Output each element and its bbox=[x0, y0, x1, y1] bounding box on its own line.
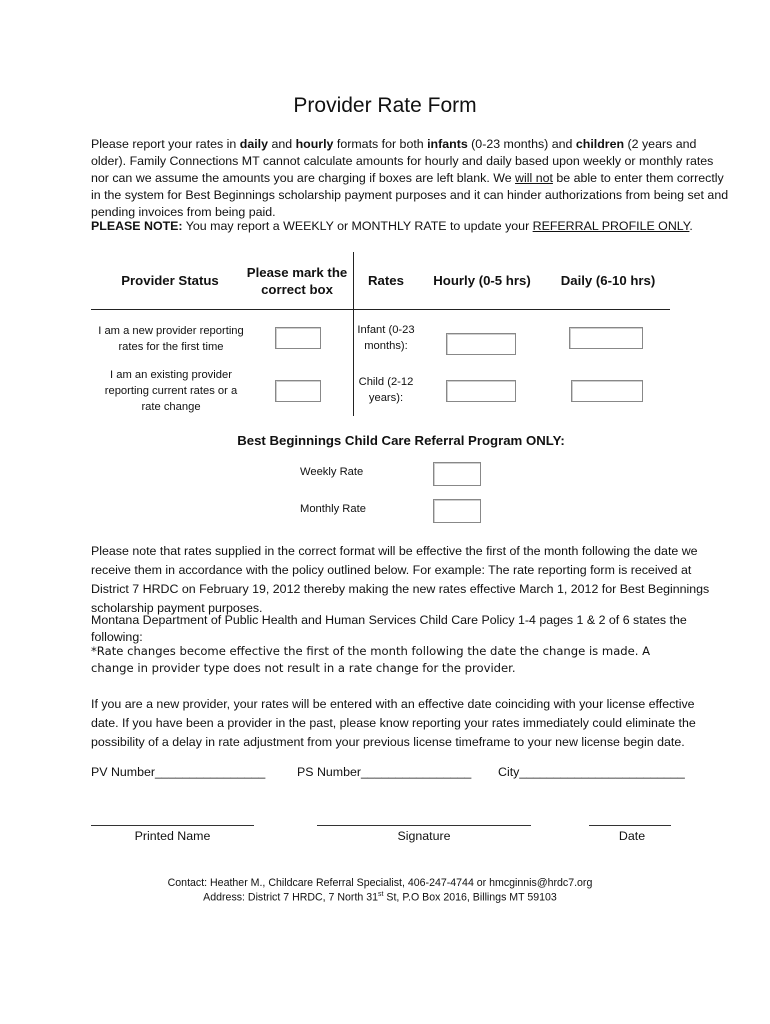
monthly-rate-label: Monthly Rate bbox=[300, 503, 366, 515]
header-provider-status: Provider Status bbox=[121, 273, 219, 288]
row-existing-provider-label: I am an existing provider reporting current rates or a rate change bbox=[104, 369, 238, 413]
best-beginnings-heading: Best Beginnings Child Care Referral Program ONLY: bbox=[237, 433, 565, 448]
table-divider-vertical bbox=[353, 252, 354, 416]
checkbox-new-provider[interactable] bbox=[275, 327, 321, 349]
rate-change-rule: *Rate changes become effective the first of the month following the date the change is made. A change in provider type does not result in a rate change for the provider. bbox=[91, 644, 651, 675]
printed-name-label: Printed Name bbox=[134, 829, 211, 843]
header-mark-box: Please mark the correct box bbox=[246, 265, 348, 297]
page-title: Provider Rate Form bbox=[293, 94, 477, 117]
pv-number-field[interactable]: PV Number________________ bbox=[91, 765, 266, 779]
header-rates: Rates bbox=[368, 273, 404, 288]
signature-line[interactable] bbox=[317, 825, 531, 826]
printed-name-line[interactable] bbox=[91, 825, 254, 826]
row-child-label: Child (2-12 years): bbox=[358, 376, 414, 404]
signature-label: Signature bbox=[397, 829, 451, 843]
intro-paragraph: Please report your rates in daily and hourly formats for both infants (0-23 months) and children (2 years and older). Family Connections MT cannot calculate amounts for hourly and daily based upon weekly or monthly rates nor can we assume the amounts you are charging if boxes are left blank. We will not be able to enter them correctly in the system for Best Beginnings scholarship payment purposes and it can hinder authorizations from being set and pending invoices from being paid. bbox=[91, 137, 729, 219]
weekly-rate-input[interactable] bbox=[433, 462, 481, 486]
policy-paragraph: Montana Department of Public Health and Human Services Child Care Policy 1-4 pages 1 & 2 of 6 states the following: bbox=[91, 613, 687, 644]
monthly-rate-input[interactable] bbox=[433, 499, 481, 523]
checkbox-existing-provider[interactable] bbox=[275, 380, 321, 402]
date-label: Date bbox=[618, 829, 646, 843]
address-line: Address: District 7 HRDC, 7 North 31st St, P.O Box 2016, Billings MT 59103 bbox=[203, 891, 557, 904]
date-line[interactable] bbox=[589, 825, 671, 826]
ps-number-field[interactable]: PS Number________________ bbox=[297, 765, 472, 779]
effective-date-paragraph: Please note that rates supplied in the correct format will be effective the first of the month following the date we receive them in accordance with the policy outlined below. For example: The rate reporting form is received at District 7 HRDC on February 19, 2012 thereby making the new rates effective March 1, 2012 for Best Beginnings scholarship payment purposes. bbox=[91, 544, 710, 615]
please-note: PLEASE NOTE: You may report a WEEKLY or MONTHLY RATE to update your REFERRAL PROFILE ONLY. bbox=[91, 219, 693, 233]
city-field[interactable]: City________________________ bbox=[498, 765, 685, 779]
weekly-rate-label: Weekly Rate bbox=[300, 466, 364, 478]
input-child-daily[interactable] bbox=[571, 380, 643, 402]
contact-line: Contact: Heather M., Childcare Referral Specialist, 406-247-4744 or hmcginnis@hrdc7.org bbox=[167, 877, 593, 889]
table-divider-horizontal bbox=[91, 309, 670, 310]
header-daily: Daily (6-10 hrs) bbox=[560, 273, 656, 288]
input-infant-hourly[interactable] bbox=[446, 333, 516, 355]
header-hourly: Hourly (0-5 hrs) bbox=[433, 273, 531, 288]
new-provider-paragraph: If you are a new provider, your rates will be entered with an effective date coinciding with your license effective date. If you have been a provider in the past, please know reporting your rates immediately could eliminate the possibility of a delay in rate adjustment from your previous license timeframe to your new license begin date. bbox=[91, 697, 696, 749]
row-infant-label: Infant (0-23 months): bbox=[357, 324, 415, 352]
row-new-provider-label: I am a new provider reporting rates for the first time bbox=[98, 325, 244, 353]
referral-profile-text: REFERRAL PROFILE ONLY bbox=[532, 219, 690, 233]
input-child-hourly[interactable] bbox=[446, 380, 516, 402]
input-infant-daily[interactable] bbox=[569, 327, 643, 349]
